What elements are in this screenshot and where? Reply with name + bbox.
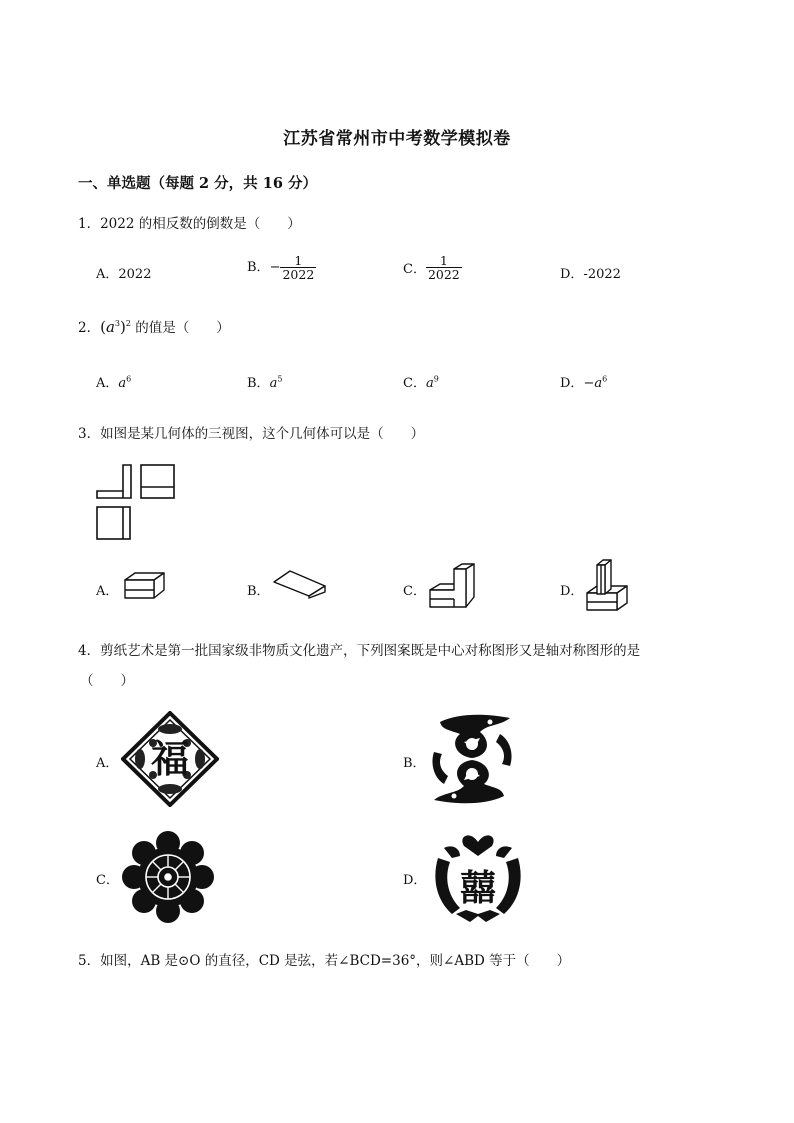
wedge-solid bbox=[272, 568, 328, 600]
option-label: A． bbox=[96, 376, 119, 391]
page-title: 江苏省常州市中考数学模拟卷 bbox=[283, 129, 511, 149]
option-label: C． bbox=[403, 376, 426, 391]
power-expression: $(a^3)^2$ bbox=[100, 318, 131, 336]
variable: a bbox=[269, 376, 278, 391]
variable: a bbox=[594, 376, 603, 391]
exponent: 9 bbox=[433, 374, 439, 384]
fraction bbox=[426, 254, 462, 281]
question-1-option-b bbox=[247, 254, 316, 281]
variable: a bbox=[425, 376, 434, 391]
question-1-option-d: D．-2022 bbox=[560, 267, 621, 282]
question-3-option-c: C． bbox=[403, 584, 426, 599]
option-label: B． bbox=[247, 260, 270, 276]
option-label: D． bbox=[560, 376, 584, 391]
outer-exponent: 2 bbox=[125, 319, 131, 328]
question-2-option-d bbox=[560, 372, 607, 391]
exponent: 6 bbox=[126, 374, 132, 384]
flat-box-solid bbox=[121, 570, 167, 602]
question-number: 2． bbox=[78, 320, 101, 336]
question-4-option-d: D． bbox=[403, 873, 427, 888]
base-variable: a bbox=[105, 318, 115, 336]
question-4-option-b: B． bbox=[403, 756, 426, 771]
denominator: 2022 bbox=[282, 267, 315, 283]
exponent: 6 bbox=[602, 374, 608, 384]
question-3-stem: 3．如图是某几何体的三视图，这个几何体可以是（ ） bbox=[78, 426, 425, 442]
question-1-stem: 1．2022 的相反数的倒数是（ ） bbox=[78, 216, 301, 232]
question-4-option-c: C． bbox=[96, 873, 119, 888]
twin-fish-papercut-image bbox=[430, 712, 514, 806]
question-1-option-c bbox=[403, 254, 462, 281]
question-4-stem-line-2: （ ） bbox=[80, 673, 134, 689]
variable: a bbox=[118, 376, 127, 391]
minus-sign: − bbox=[583, 376, 595, 391]
inner-exponent: 3 bbox=[114, 319, 120, 328]
double-happiness-papercut-image bbox=[430, 828, 526, 924]
flower-papercut-image bbox=[121, 830, 215, 924]
denominator: 2022 bbox=[427, 267, 460, 283]
question-2-option-b bbox=[247, 372, 282, 391]
question-3-option-b: B． bbox=[247, 584, 270, 599]
question-3-option-a: A． bbox=[96, 584, 119, 599]
minus-sign: − bbox=[269, 260, 281, 276]
l-shaped-solid bbox=[428, 562, 480, 610]
question-2-option-c bbox=[403, 372, 439, 391]
question-2-stem bbox=[78, 316, 230, 336]
numerator: 1 bbox=[294, 253, 303, 268]
fu-papercut-image bbox=[121, 711, 219, 807]
question-4-option-a: A． bbox=[96, 756, 119, 771]
question-4-stem-line-1: 4．剪纸艺术是第一批国家级非物质文化遗产，下列图案既是中心对称图形又是轴对称图形的是 bbox=[78, 643, 641, 659]
fraction bbox=[280, 254, 316, 281]
question-1-option-a: A．2022 bbox=[96, 267, 152, 282]
option-label: C． bbox=[403, 262, 426, 278]
exponent: 5 bbox=[277, 374, 283, 384]
question-5-stem: 5．如图，AB 是⊙O 的直径，CD 是弦，若∠BCD=36°，则∠ABD 等于（ ） bbox=[78, 953, 571, 969]
option-label: B． bbox=[247, 376, 270, 391]
question-2-option-a bbox=[96, 372, 131, 391]
stem-suffix: 的值是（ ） bbox=[130, 320, 230, 336]
pillar-on-base-solid bbox=[585, 558, 631, 612]
numerator: 1 bbox=[439, 253, 448, 268]
fu-character: 福 bbox=[150, 737, 190, 781]
three-views-figure bbox=[94, 462, 184, 542]
question-3-option-d: D． bbox=[560, 584, 584, 599]
section-heading: 一、单选题（每题 2 分，共 16 分） bbox=[78, 175, 317, 192]
xi-character: 囍 bbox=[459, 868, 497, 909]
